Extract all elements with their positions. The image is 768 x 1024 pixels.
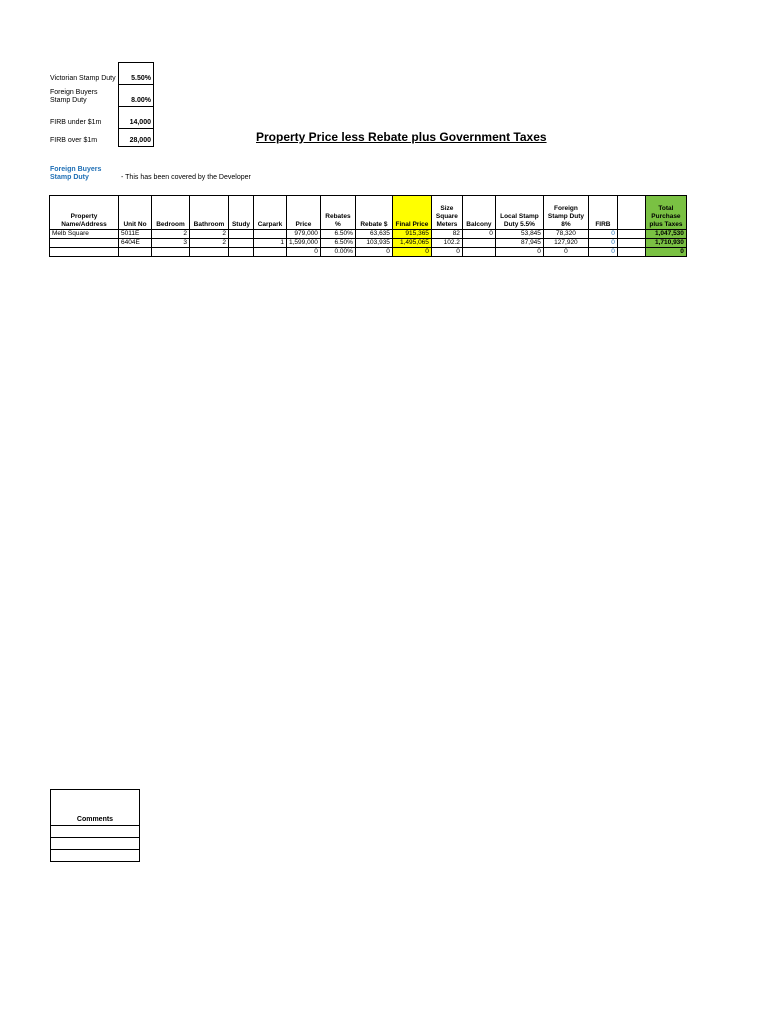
cell-blank[interactable] — [617, 230, 645, 239]
foreign-buyers-label-line1: Foreign Buyers — [50, 89, 98, 96]
cell-study[interactable] — [229, 239, 254, 248]
header-carpark[interactable]: Carpark — [254, 196, 287, 230]
cell-rebate-dollar[interactable]: 63,635 — [355, 230, 392, 239]
cell-balcony[interactable]: 0 — [462, 230, 495, 239]
cell-final-price[interactable]: 915,365 — [392, 230, 431, 239]
cell-blank[interactable] — [617, 248, 645, 257]
note-label-line2: Stamp Duty — [50, 174, 89, 181]
cell-firb[interactable]: 0 — [588, 248, 617, 257]
firb-under-label: FIRB under $1m — [50, 119, 102, 126]
header-study[interactable]: Study — [229, 196, 254, 230]
cell-price[interactable]: 1,599,000 — [287, 239, 321, 248]
cell-size[interactable]: 102.2 — [431, 239, 462, 248]
header-final-price[interactable]: Final Price — [392, 196, 431, 230]
cell-total[interactable]: 0 — [645, 248, 686, 257]
vic-stamp-duty-label: Victorian Stamp Duty — [50, 75, 116, 82]
cell-rebates-pct[interactable]: 6.50% — [320, 239, 355, 248]
cell-bedroom[interactable]: 2 — [152, 230, 190, 239]
cell-rebates-pct[interactable]: 0.00% — [320, 248, 355, 257]
cell-foreign-stamp-duty[interactable]: 0 — [543, 248, 588, 257]
page-title: Property Price less Rebate plus Government Taxes — [256, 130, 547, 144]
comment-row[interactable] — [51, 850, 140, 862]
cell-unit-no[interactable]: 5011E — [119, 230, 152, 239]
cell-unit-no[interactable]: 6404E — [119, 239, 152, 248]
cell-rebate-dollar[interactable]: 103,935 — [355, 239, 392, 248]
cell-total[interactable]: 1,047,530 — [645, 230, 686, 239]
header-bedroom[interactable]: Bedroom — [152, 196, 190, 230]
header-rebates-pct[interactable]: Rebates % — [320, 196, 355, 230]
header-unit-no[interactable]: Unit No — [119, 196, 152, 230]
cell-carpark[interactable] — [254, 248, 287, 257]
comment-row[interactable] — [51, 838, 140, 850]
table-header-row — [50, 196, 687, 230]
cell-firb[interactable]: 0 — [588, 230, 617, 239]
header-blank[interactable] — [617, 196, 645, 230]
cell-size[interactable]: 82 — [431, 230, 462, 239]
cell-bathroom[interactable]: 2 — [190, 239, 229, 248]
rates-bottom-border — [118, 146, 153, 147]
property-price-table — [49, 195, 687, 257]
cell-local-stamp-duty[interactable]: 87,945 — [495, 239, 543, 248]
cell-property[interactable]: Melb Square — [50, 230, 119, 239]
cell-bedroom[interactable]: 3 — [152, 239, 190, 248]
header-property[interactable]: Property Name/Address — [50, 196, 119, 230]
header-local-stamp-duty[interactable]: Local Stamp Duty 5.5% — [495, 196, 543, 230]
cell-rebate-dollar[interactable]: 0 — [355, 248, 392, 257]
comment-row[interactable] — [51, 826, 140, 838]
vic-stamp-duty-value[interactable]: 5.50% — [131, 75, 151, 82]
foreign-buyers-value[interactable]: 8.00% — [131, 97, 151, 104]
cell-blank[interactable] — [617, 239, 645, 248]
header-bathroom[interactable]: Bathroom — [190, 196, 229, 230]
cell-foreign-stamp-duty[interactable]: 127,920 — [543, 239, 588, 248]
comments-header: Comments — [51, 790, 140, 826]
cell-size[interactable]: 0 — [431, 248, 462, 257]
cell-firb[interactable]: 0 — [588, 239, 617, 248]
cell-carpark[interactable]: 1 — [254, 239, 287, 248]
table-row — [50, 230, 687, 239]
note-label — [50, 166, 101, 182]
header-balcony[interactable]: Balcony — [462, 196, 495, 230]
cell-final-price[interactable]: 0 — [392, 248, 431, 257]
cell-property[interactable] — [50, 248, 119, 257]
firb-under-value[interactable]: 14,000 — [129, 119, 151, 126]
cell-local-stamp-duty[interactable]: 0 — [495, 248, 543, 257]
table-row — [50, 248, 687, 257]
cell-price[interactable]: 0 — [287, 248, 321, 257]
cell-bathroom[interactable] — [190, 248, 229, 257]
rates-divider — [118, 106, 153, 107]
foreign-buyers-label-line2: Stamp Duty — [50, 97, 87, 104]
cell-local-stamp-duty[interactable]: 53,845 — [495, 230, 543, 239]
cell-price[interactable]: 979,000 — [287, 230, 321, 239]
firb-over-label: FIRB over $1m — [50, 137, 98, 144]
cell-bedroom[interactable] — [152, 248, 190, 257]
cell-bathroom[interactable]: 2 — [190, 230, 229, 239]
header-size[interactable]: Size Square Meters — [431, 196, 462, 230]
header-total[interactable]: Total Purchase plus Taxes — [645, 196, 686, 230]
cell-foreign-stamp-duty[interactable]: 78,320 — [543, 230, 588, 239]
cell-total[interactable]: 1,710,930 — [645, 239, 686, 248]
cell-balcony[interactable] — [462, 239, 495, 248]
cell-study[interactable] — [229, 248, 254, 257]
note-text: - This has been covered by the Developer — [121, 174, 251, 181]
firb-over-value[interactable]: 28,000 — [129, 137, 151, 144]
header-rebate-dollar[interactable]: Rebate $ — [355, 196, 392, 230]
rates-divider — [118, 84, 153, 85]
cell-study[interactable] — [229, 230, 254, 239]
cell-unit-no[interactable] — [119, 248, 152, 257]
table-row — [50, 239, 687, 248]
comments-table — [50, 789, 140, 862]
cell-final-price[interactable]: 1,495,065 — [392, 239, 431, 248]
cell-rebates-pct[interactable]: 6.50% — [320, 230, 355, 239]
cell-balcony[interactable] — [462, 248, 495, 257]
cell-carpark[interactable] — [254, 230, 287, 239]
note-label-line1: Foreign Buyers — [50, 166, 102, 173]
cell-property[interactable] — [50, 239, 119, 248]
rates-divider — [118, 128, 153, 129]
header-firb[interactable]: FIRB — [588, 196, 617, 230]
header-price[interactable]: Price — [287, 196, 321, 230]
header-foreign-stamp-duty[interactable]: Foreign Stamp Duty 8% — [543, 196, 588, 230]
